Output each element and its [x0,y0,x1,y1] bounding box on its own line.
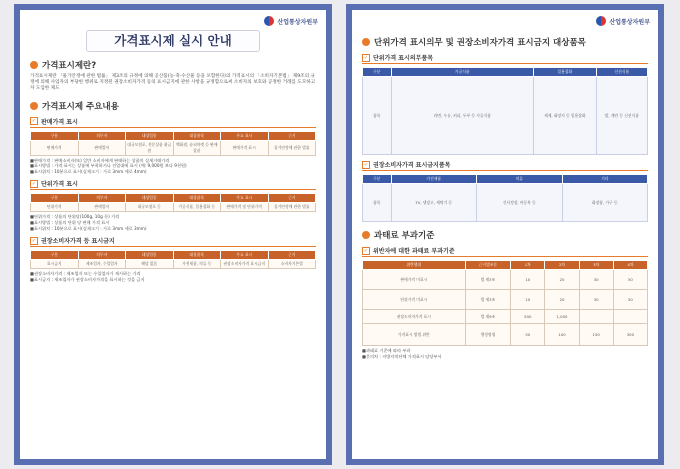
bullet-icon [362,38,370,46]
sub-heading: 권장소비자가격 등 표시금지 [41,238,115,246]
th: 위반행위 [363,261,466,270]
td: 물가안정에 관한 법률 [268,203,316,212]
sales-table [30,131,316,156]
th: 신선식품 [596,68,647,77]
td: 가전제품, 의류 등 [173,260,221,269]
note: ■ 권장소비자가격 : 제조업자 또는 수입업자가 제시하는 가격 [30,271,316,277]
check-icon: ✓ [31,237,37,244]
th: 구분 [31,194,79,203]
td: 물가안정에 관한 법률 [268,140,316,155]
th: 근거 [268,131,316,140]
bullet-icon [362,231,370,239]
th: 기타 [562,175,648,184]
note: ■ 표시방법 : 가격 표시는 상품에 부착하거나 진열대에 표시 (예: 9,000원 보다 9천원) [30,163,316,169]
intro-text: 가격표시제란 「물가안정에 관한 법률」 제3조의 규정에 의해 공산품(농·축·수산물 등을 포함한다)의 가격표시의 「소비자기본법」 제9조의 규정에 의해 사업자의 부당한 행위로 지정된 권장소비자가격 등의 표시금지에 관한 사항을 규정함으로써 소비자의 보호와 공정한 거래를 도모하고자 도입한 제도 [30,74,316,92]
th: 가전제품 [391,175,477,184]
note: ■ 표시방법 : 상품의 단위 당 판매 가격 표시 [30,220,316,226]
td: 쌀, 계란 등 신선식품 [596,77,647,155]
check-icon: ✓ [31,118,37,125]
td: 권장소비자가격 표시금지 [221,260,269,269]
td: 1,000 [545,310,579,324]
td: 판매가격 및 단위가격 [221,203,269,212]
td: 500 [511,310,545,324]
td: 세제, 화장지 등 일용잡화 [534,77,597,155]
emblem-icon [596,16,606,26]
th: 근거 [268,251,316,260]
td: 가격표시 방법 위반 [363,324,466,346]
th: 대상업종 [126,194,174,203]
sub-unit [30,179,316,188]
td: 가공식품, 일용잡화 등 [173,203,221,212]
th: 의무자 [78,251,126,260]
note: ■ 과태료 기준에 따라 부과 [362,348,648,354]
th: 근거 [268,194,316,203]
brand-name: 산업통상자원부 [277,18,318,26]
th: 의무자 [78,194,126,203]
section-heading: 가격표시제란? [42,61,97,71]
td: TV, 냉장고, 세탁기 등 [391,184,477,222]
th: 주요 표시 [221,251,269,260]
th: 구분 [363,175,392,184]
emblem-icon [264,16,274,26]
td: 라면, 우유, 커피, 두부 등 가공식품 [391,77,534,155]
td: 30 [579,290,613,310]
unit-items-table [362,67,648,155]
sub-heading: 위반자에 대한 과태료 부과기준 [373,248,455,255]
bullet-icon [30,61,38,69]
page-title: 가격표시제 실시 안내 [86,30,260,52]
td: 150 [579,324,613,346]
td: 50 [613,290,647,310]
section-heading: 가격표시제 주요내용 [42,101,119,112]
td: 품목 [363,77,392,155]
brand-logo [264,16,318,26]
td: 10 [511,270,545,290]
th: 의무자 [78,131,126,140]
prohibit-notes [30,271,316,282]
prohibit-table [30,250,316,269]
td: 신사정장, 아동복 등 [477,184,563,222]
th: 3차 [579,261,613,270]
unit-table [30,193,316,212]
fine-table [362,260,648,346]
sales-notes [30,158,316,175]
td: 300 [613,324,647,346]
th: 대상업종 [126,251,174,260]
th: 주요 표시 [221,194,269,203]
th: 대상품목 [173,131,221,140]
td: 화장품, 가구 등 [562,184,648,222]
th: 구분 [363,68,392,77]
note: ■ 표시금지 : 제조업자가 권장소비자가격을 표시하는 것을 금지 [30,277,316,283]
td: 해당 없음 [126,260,174,269]
section-what [30,59,316,71]
td: 권장소비자가격 표시 [363,310,466,324]
check-icon: ✓ [363,247,369,254]
bullet-icon [30,102,38,110]
th: 근거법조문 [465,261,511,270]
th: 대상업종 [126,131,174,140]
td: 단위가격 [31,203,79,212]
sub-heading: 단위가격 표시 [41,181,78,189]
th: 2차 [545,261,579,270]
td: 100 [545,324,579,346]
td: 판매업자 [78,203,126,212]
td: 50 [511,324,545,346]
th: 대상품목 [173,251,221,260]
td: 대규모점포, 전문상품 취급점 [126,140,174,155]
td: 법 제3조 [465,290,511,310]
td: 30 [579,270,613,290]
section-main [30,100,316,112]
unit-notes [30,214,316,231]
td: 대규모점포 등 [126,203,174,212]
th: 주요 표시 [221,131,269,140]
th: 의류 [477,175,563,184]
td: 법 제9조 [465,310,511,324]
section-items [362,36,648,48]
th: 구분 [31,131,79,140]
td: 50 [613,270,647,290]
td: 판매가격 미표시 [363,270,466,290]
sub-prohibit [30,236,316,245]
td: 백화점, 슈퍼마켓 등 판매 상품 [173,140,221,155]
brand-logo [596,16,650,26]
note: ■ 표시위치 : 10분으로 표시(실제크기 : 가로 3mm 세로 3mm) [30,226,316,232]
th: 1차 [511,261,545,270]
brand-name: 산업통상자원부 [609,18,650,26]
td: 20 [545,290,579,310]
section-heading: 과태료 부과기준 [374,231,435,241]
section-fine [362,229,648,241]
note: ■ 판매가격 : 판매소비자(또) 일반 소비자에게 판매하는 상품의 실제거래가격 [30,158,316,164]
td: 소비자기본법 [268,260,316,269]
td: 표시금지 [31,260,79,269]
td: 판매업자 [78,140,126,155]
sub-heading: 판매가격 표시 [41,118,78,126]
fine-notes [362,348,648,359]
section-heading: 단위가격 표시의무 및 권장소비자가격 표시금지 대상품목 [374,38,586,48]
note: ■ 문의처 : 지방자치단체 가격표시 담당부서 [362,354,648,360]
prohibit-items-table [362,174,648,222]
sub-sales [30,117,316,126]
td: 판매가격 표시 [221,140,269,155]
note: ■ 단위가격 : 상품의 단위당(100g, 10g 등) 가격 [30,214,316,220]
check-icon: ✓ [363,54,369,61]
th: 4차 [613,261,647,270]
check-icon: ✓ [31,180,37,187]
td: 법 제3조 [465,270,511,290]
td: 행정명령 [465,324,511,346]
check-icon: ✓ [363,161,369,168]
th: 대상품목 [173,194,221,203]
sub-unit-items [362,53,648,62]
th: 구분 [31,251,79,260]
td: 10 [511,290,545,310]
td: 제조업자, 수입업자 [78,260,126,269]
td [613,310,647,324]
td: 판매가격 [31,140,79,155]
td: 단위가격 미표시 [363,290,466,310]
th: 일용잡화 [534,68,597,77]
left-page [14,4,332,465]
td: 20 [545,270,579,290]
td: 품목 [363,184,392,222]
sub-fine [362,246,648,255]
sub-prohibit-items [362,160,648,169]
sub-heading: 권장소비자가격 표시금지품목 [373,162,451,169]
right-page [346,4,664,465]
td [579,310,613,324]
th: 가공식품 [391,68,534,77]
sub-heading: 단위가격 표시의무품목 [373,55,434,62]
note: ■ 표시위치 : 10분으로 표시(실제크기 : 가로 3mm 세로 4mm) [30,169,316,175]
